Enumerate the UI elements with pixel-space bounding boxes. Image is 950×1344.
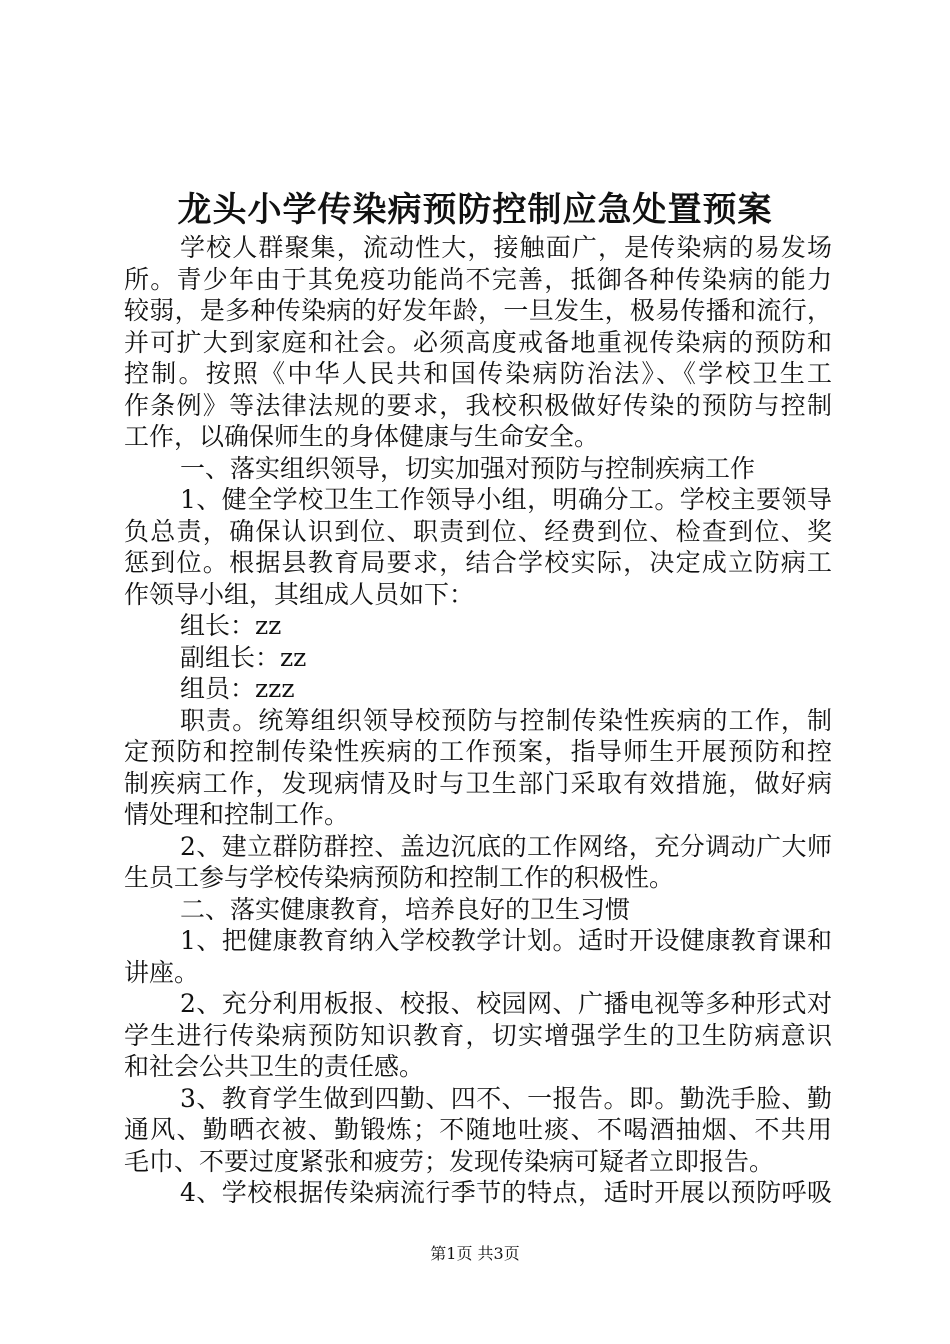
text-line: 4、学校根据传染病流行季节的特点，适时开展以预防呼吸 <box>180 1178 832 1207</box>
text-line: 学生进行传染病预防知识教育，切实增强学生的卫生防病意识 <box>124 1020 832 1050</box>
text-line: 二、落实健康教育，培养良好的卫生习惯 <box>180 894 631 924</box>
text-line: 并可扩大到家庭和社会。必须高度戒备地重视传染病的预防和 <box>124 327 832 357</box>
page-footer: 第1页 共3页 <box>430 1244 520 1263</box>
text-line: 1、把健康教育纳入学校教学计划。适时开设健康教育课和 <box>180 926 832 955</box>
text-line: 较弱，是多种传染病的好发年龄，一旦发生，极易传播和流行， <box>124 296 832 325</box>
text-line: 3、教育学生做到四勤、四不、一报告。即。勤洗手脸、勤 <box>180 1083 832 1113</box>
text-line: 作条例》等法律法规的要求，我校积极做好传染的预防与控制 <box>124 390 832 420</box>
text-line: 和社会公共卫生的责任感。 <box>124 1052 425 1081</box>
text-line: 制疾病工作，发现病情及时与卫生部门采取有效措施，做好病 <box>124 768 832 798</box>
text-line: 1、健全学校卫生工作领导小组，明确分工。学校主要领导 <box>180 485 832 514</box>
text-line: 负总责，确保认识到位、职责到位、经费到位、检查到位、奖 <box>124 516 832 546</box>
document-title: 龙头小学传染病预防控制应急处置预案 <box>177 190 773 230</box>
text-line: 组长：zz <box>180 611 282 640</box>
document-body <box>124 232 832 1209</box>
text-line: 惩到位。根据县教育局要求，结合学校实际，决定成立防病工 <box>124 548 832 577</box>
text-line: 一、落实组织领导，切实加强对预防与控制疾病工作 <box>180 453 756 483</box>
text-line: 控制。按照《中华人民共和国传染病防治法》、《学校卫生工 <box>124 359 832 388</box>
text-line: 生员工参与学校传染病预防和控制工作的积极性。 <box>124 863 675 892</box>
text-line: 情处理和控制工作。 <box>124 800 350 829</box>
text-line: 副组长：zz <box>180 642 307 672</box>
text-line: 通风、勤晒衣被、勤锻炼；不随地吐痰、不喝酒抽烟、不共用 <box>124 1115 832 1144</box>
text-line: 讲座。 <box>124 957 200 987</box>
text-line: 组员：zzz <box>180 674 295 703</box>
text-line: 职责。统筹组织领导校预防与控制传染性疾病的工作，制 <box>180 705 832 735</box>
text-line: 2、充分利用板报、校报、校园网、广播电视等多种形式对 <box>180 989 832 1018</box>
text-line: 工作，以确保师生的身体健康与生命安全。 <box>124 422 600 451</box>
text-line: 所。青少年由于其免疫功能尚不完善，抵御各种传染病的能力 <box>124 264 832 294</box>
text-line: 定预防和控制传染性疾病的工作预案，指导师生开展预防和控 <box>124 737 832 766</box>
text-line: 学校人群聚集，流动性大，接触面广，是传染病的易发场 <box>180 233 832 262</box>
text-line: 毛巾、不要过度紧张和疲劳；发现传染病可疑者立即报告。 <box>124 1146 775 1176</box>
text-line: 作领导小组，其组成人员如下： <box>124 579 475 609</box>
text-line: 2、建立群防群控、盖边沉底的工作网络，充分调动广大师 <box>180 831 832 861</box>
